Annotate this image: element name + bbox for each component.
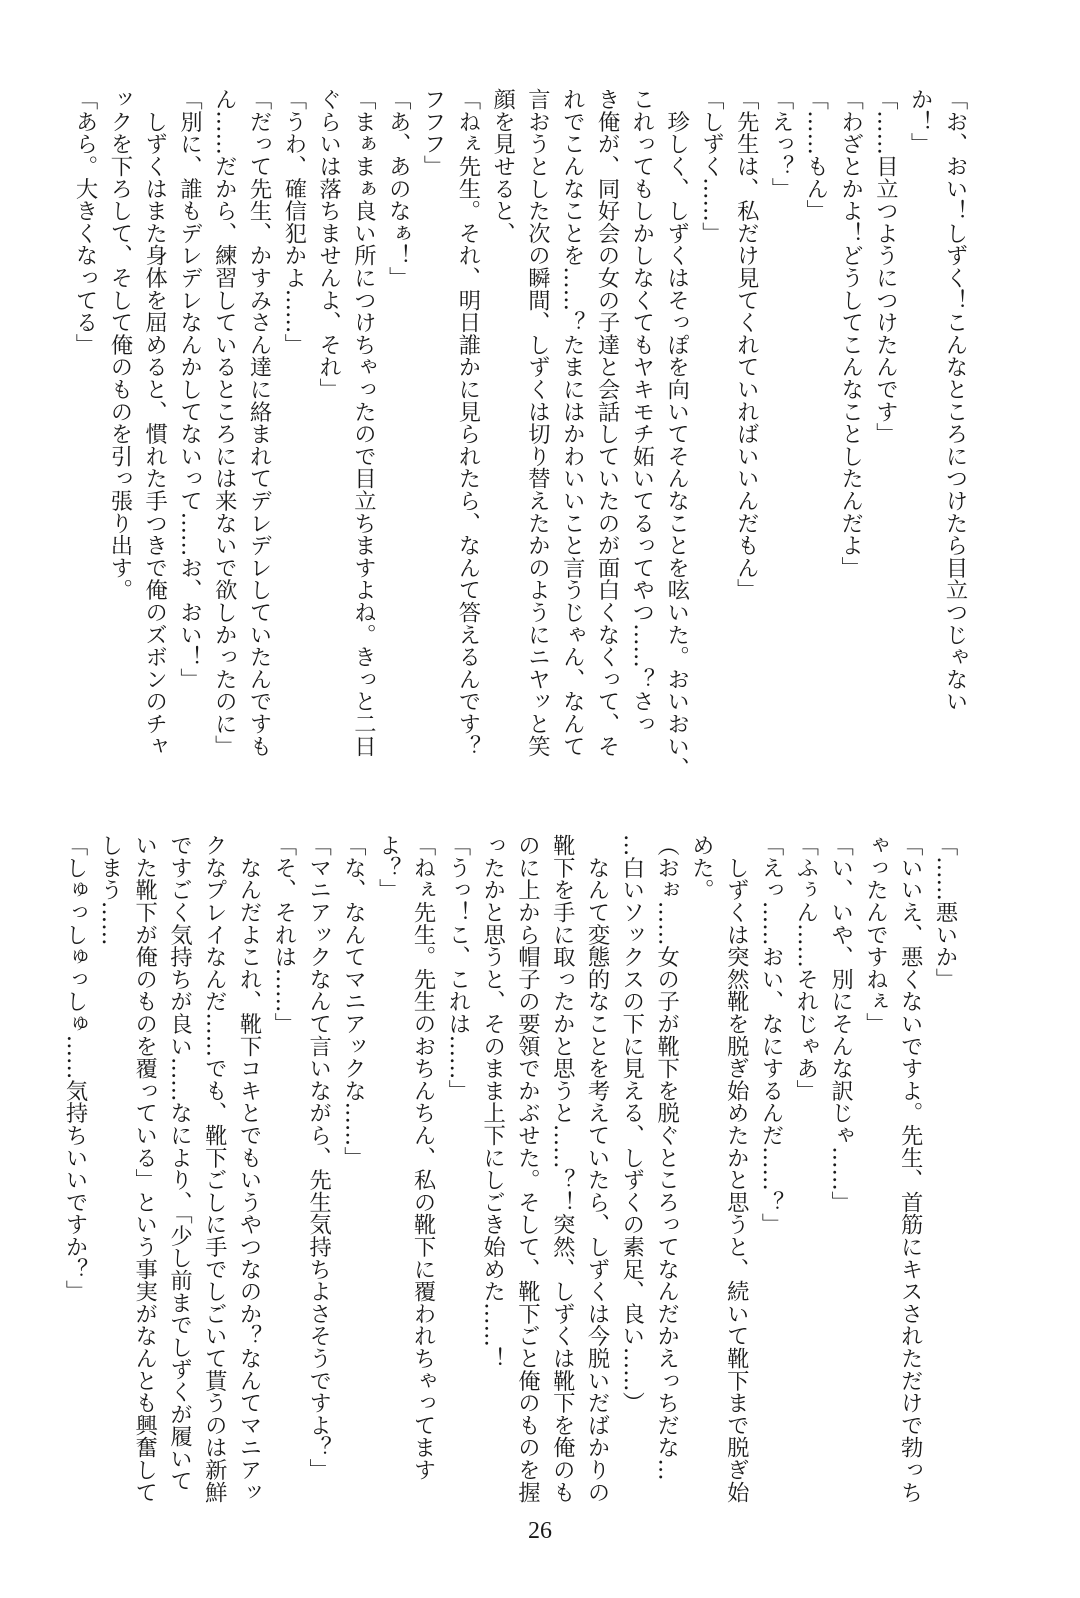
- text-column: 「な、なんてマニアックな……」: [340, 834, 367, 1169]
- text-column: めた。: [688, 834, 715, 901]
- text-column: 「……目立つようにつけたんです」: [872, 88, 899, 445]
- text-column: 「……悪いか」: [932, 834, 958, 991]
- text-column: 顔を見せると、: [489, 88, 516, 245]
- bottom-text-block: [57, 834, 962, 1534]
- text-column: 「先生は、私だけ見てくれていればいいんだもん」: [733, 88, 760, 601]
- text-column: き俺が、同好会の女の子達と会話していたのが面白くなくって、そ: [594, 88, 621, 757]
- text-column: 「あ、あのなぁ！」: [385, 88, 412, 289]
- text-column: 「まぁまぁ良い所につけちゃったので目立ちますよね。きっと二日: [350, 88, 377, 757]
- text-column: クなプレイなんだ……でも、靴下ごしに手でしごいて貰うのは新鮮: [201, 834, 228, 1503]
- text-column: よ？」: [375, 834, 402, 901]
- text-column: …白いソックスの下に見える、しずくの素足、良い……）: [618, 834, 645, 1414]
- text-column: ゃったんですねぇ」: [862, 834, 889, 1035]
- text-column: しずくはまた身体を屈めると、慣れた手つきで俺のズボンのチャ: [141, 88, 168, 757]
- text-column: なんだよこれ、靴下コキとでもいうやつなのか？なんてマニアッ: [236, 834, 263, 1503]
- text-column: 「ねぇ先生。先生のおちんちん、私の靴下に覆われちゃってます: [410, 834, 437, 1481]
- page-number: 26: [528, 1518, 552, 1544]
- text-column: （おぉ……女の子が靴下を脱ぐところってなんだかえっちだな…: [653, 834, 680, 1481]
- text-column: ぐらいは落ちませんよ、それ」: [315, 88, 342, 401]
- text-column: れでこんなことを……？たまにはかわいいこと言うじゃん、なんて: [559, 88, 586, 757]
- top-text-block: [67, 88, 972, 788]
- text-column: これってもしかしなくてもヤキモチ妬いてるってやつ……？さっ: [628, 88, 655, 735]
- text-column: 靴下を手に取ったかと思うと……？！突然、しずくは靴下を俺のも: [549, 834, 576, 1503]
- text-column: 「わざとかよ！どうしてこんなことしたんだよ」: [837, 88, 864, 579]
- text-column: 「いいえ、悪くないですよ。先生、首筋にキスされただけで勃っち: [897, 834, 924, 1503]
- text-column: いた靴下が俺のものを覆っている」という事実がなんとも興奮して: [131, 834, 158, 1503]
- text-column: か！」: [907, 88, 934, 155]
- text-column: 「い、いや、別にそんな訳じゃ……」: [827, 834, 854, 1214]
- text-column: 「えっ……おい、なにするんだ……？」: [758, 834, 785, 1236]
- text-column: 「ねぇ先生。それ、明日誰かに見られたら、なんて答えるんです？: [454, 88, 481, 757]
- text-column: 「別に、誰もデレデレなんかしてないって……お、おい！」: [176, 88, 203, 691]
- text-column: 「しゅっしゅっしゅ……気持ちいいですか？」: [62, 834, 89, 1303]
- text-column: ですごく気持ちが良い……なにより、「少し前までしずくが履いて: [166, 834, 193, 1492]
- text-column: 言おうとした次の瞬間、しずくは切り替えたかのようにニヤッと笑: [524, 88, 551, 757]
- text-column: フフフ」: [420, 88, 447, 178]
- text-column: しまう……: [96, 834, 123, 946]
- text-column: 「そ、それは……」: [270, 834, 297, 1035]
- text-column: 「しずく……」: [698, 88, 725, 245]
- text-column: 「だって先生、かすみさん達に絡まれてデレデレしていたんですも: [246, 88, 273, 757]
- text-column: 「えっ？」: [768, 88, 795, 200]
- text-column: しずくは突然靴を脱ぎ始めたかと思うと、続いて靴下まで脱ぎ始: [723, 834, 750, 1503]
- text-column: 珍しく、しずくはそっぽを向いてそんなことを呟いた。おいおい、: [663, 88, 690, 780]
- text-column: のに上から帽子の要領でかぶせた。そして、靴下ごと俺のものを握: [514, 834, 541, 1503]
- text-column: 「うっ！こ、これは……」: [444, 834, 471, 1102]
- text-column: 「マニアックなんて言いながら、先生気持ちよさそうですよ？」: [305, 834, 332, 1481]
- text-column: ックを下ろして、そして俺のものを引っ張り出す。: [106, 88, 133, 601]
- text-column: 「……もん」: [802, 88, 829, 222]
- text-column: ん……だから、練習しているところには来ないで欲しかったのに」: [211, 88, 238, 757]
- text-column: ったかと思うと、そのまま上下にしごき始めた……！: [479, 834, 506, 1370]
- text-column: なんて変態的なことを考えていたら、しずくは今脱いだばかりの: [584, 834, 611, 1503]
- text-column: 「お、おい！しずく！こんなところにつけたら目立つじゃない: [942, 88, 968, 713]
- text-column: 「うわ、確信犯かよ……」: [280, 88, 307, 356]
- text-column: 「あら。大きくなってる」: [72, 88, 99, 356]
- text-column: 「ふぅん……それじゃあ」: [792, 834, 819, 1102]
